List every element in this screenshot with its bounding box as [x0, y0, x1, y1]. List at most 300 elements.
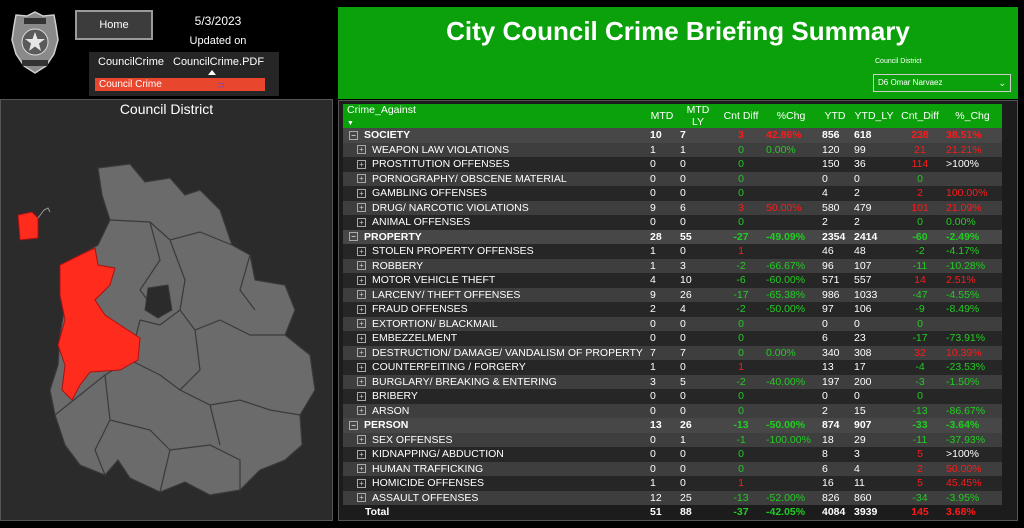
row-label-cell: [343, 447, 647, 462]
row-label: SEX OFFENSES: [372, 433, 453, 446]
expand-icon[interactable]: +: [357, 305, 366, 314]
mtd-ly-cell: 1: [677, 433, 719, 448]
table-total-row[interactable]: [343, 505, 1002, 520]
cnt-diff-cell: 0: [719, 215, 763, 230]
cnt-diff-cell: 0: [719, 157, 763, 172]
pct-chg-cell: 50.00%: [763, 201, 819, 216]
map-title: Council District: [119, 101, 214, 117]
mtd-cell: 0: [647, 462, 677, 477]
mtd-cell: 28: [647, 230, 677, 245]
ytd-cell: 150: [819, 157, 851, 172]
cnt-diff-cell: 0: [719, 389, 763, 404]
ytd-ly-cell: 2: [851, 215, 897, 230]
mtd-ly-cell: 25: [677, 491, 719, 506]
pct-chg-cell: [763, 389, 819, 404]
cnt-diff-ytd-cell: 5: [897, 447, 943, 462]
ytd-cell: 0: [819, 317, 851, 332]
ytd-cell: 571: [819, 273, 851, 288]
table-row[interactable]: [343, 360, 1002, 375]
pct-chg-cell: -42.05%: [763, 505, 819, 520]
mtd-ly-cell: 0: [677, 476, 719, 491]
row-label-cell: [343, 143, 647, 158]
row-label: DRUG/ NARCOTIC VIOLATIONS: [372, 201, 529, 214]
row-label-cell: [343, 331, 647, 346]
cnt-diff-cell: -2: [719, 302, 763, 317]
cnt-diff-cell: -2: [719, 259, 763, 274]
table-body: [343, 128, 1002, 520]
cnt-diff-ytd-cell: 2: [897, 462, 943, 477]
link-icon: ⊃: [217, 80, 225, 90]
row-label: BRIBERY: [372, 390, 418, 403]
col-header-cnt-diff[interactable]: Cnt Diff: [719, 104, 763, 128]
table-row[interactable]: [343, 375, 1002, 390]
table-row[interactable]: [343, 317, 1002, 332]
table-row[interactable]: [343, 346, 1002, 361]
ytd-ly-cell: 557: [851, 273, 897, 288]
cnt-diff-cell: -13: [719, 418, 763, 433]
pct-chg-cell: -65.38%: [763, 288, 819, 303]
ytd-ly-cell: 3: [851, 447, 897, 462]
pct-chg-ytd-cell: 21.09%: [943, 201, 1002, 216]
table-row[interactable]: [343, 491, 1002, 506]
table-row[interactable]: [343, 462, 1002, 477]
ytd-cell: 2354: [819, 230, 851, 245]
pct-chg-ytd-cell: -23.53%: [943, 360, 1002, 375]
row-label: HOMICIDE OFFENSES: [372, 477, 485, 490]
pct-chg-cell: -100.00%: [763, 433, 819, 448]
expand-icon[interactable]: +: [357, 450, 366, 459]
pct-chg-cell: [763, 360, 819, 375]
row-label-cell: [343, 317, 647, 332]
sort-down-icon: ▼: [347, 120, 354, 127]
row-label-cell: [343, 360, 647, 375]
selected-report-label: Council Crime: [99, 79, 162, 90]
cnt-diff-cell: 0: [719, 143, 763, 158]
row-label: FRAUD OFFENSES: [372, 303, 468, 316]
ytd-cell: 580: [819, 201, 851, 216]
row-label-cell: [343, 491, 647, 506]
row-label: ROBBERY: [372, 259, 424, 272]
ytd-ly-cell: 17: [851, 360, 897, 375]
pct-chg-ytd-cell: -37.93%: [943, 433, 1002, 448]
row-label: EXTORTION/ BLACKMAIL: [372, 317, 498, 330]
report-date: 5/3/2023: [194, 14, 242, 28]
row-label: PROSTITUTION OFFENSES: [372, 158, 510, 171]
table-group-row[interactable]: [343, 230, 1002, 245]
cnt-diff-cell: -6: [719, 273, 763, 288]
table-row[interactable]: [343, 244, 1002, 259]
mtd-cell: 1: [647, 143, 677, 158]
cnt-diff-cell: 0: [719, 331, 763, 346]
mtd-ly-cell: 88: [677, 505, 719, 520]
table-header-row: [343, 104, 1002, 128]
row-label: ARSON: [372, 404, 410, 417]
cnt-diff-ytd-cell: 114: [897, 157, 943, 172]
mtd-ly-cell: 55: [677, 230, 719, 245]
expand-icon[interactable]: +: [357, 464, 366, 473]
pct-chg-cell: 42.86%: [763, 128, 819, 143]
row-label: ANIMAL OFFENSES: [372, 216, 471, 229]
ytd-cell: 6: [819, 331, 851, 346]
mtd-cell: 2: [647, 302, 677, 317]
ytd-ly-cell: 618: [851, 128, 897, 143]
ytd-cell: 18: [819, 433, 851, 448]
mtd-ly-cell: 0: [677, 389, 719, 404]
active-tab-caret-icon: [208, 70, 216, 75]
col-header-ytd[interactable]: YTD: [819, 104, 851, 128]
table-row[interactable]: [343, 273, 1002, 288]
district-dropdown-value: D6 Omar Narvaez: [878, 78, 943, 87]
mtd-cell: 3: [647, 375, 677, 390]
mtd-cell: 0: [647, 433, 677, 448]
pct-chg-cell: 0.00%: [763, 143, 819, 158]
mtd-cell: 12: [647, 491, 677, 506]
police-badge-logo: [10, 10, 60, 76]
district-filter-label: Council District: [875, 58, 922, 65]
cnt-diff-ytd-cell: 2: [897, 186, 943, 201]
col-header-mtd[interactable]: MTD: [647, 104, 677, 128]
ytd-ly-cell: 15: [851, 404, 897, 419]
row-label-cell: [343, 404, 647, 419]
row-label-cell: [343, 201, 647, 216]
col-header-pct-chg[interactable]: %Chg: [763, 104, 819, 128]
row-label-cell: [343, 128, 647, 143]
table-row[interactable]: [343, 288, 1002, 303]
cnt-diff-ytd-cell: -60: [897, 230, 943, 245]
ytd-cell: 4084: [819, 505, 851, 520]
mtd-cell: 1: [647, 360, 677, 375]
mtd-cell: 1: [647, 259, 677, 274]
pct-chg-cell: [763, 476, 819, 491]
expand-icon[interactable]: +: [357, 392, 366, 401]
row-label-cell: [343, 462, 647, 477]
pct-chg-ytd-cell: >100%: [943, 447, 1002, 462]
tab-councilcrime[interactable]: CouncilCrime: [98, 56, 165, 68]
cnt-diff-cell: -27: [719, 230, 763, 245]
row-label-cell: [343, 288, 647, 303]
cnt-diff-ytd-cell: -13: [897, 404, 943, 419]
mtd-cell: 13: [647, 418, 677, 433]
ytd-ly-cell: 4: [851, 462, 897, 477]
table-row[interactable]: [343, 433, 1002, 448]
row-label: Total: [365, 506, 390, 519]
mtd-cell: 51: [647, 505, 677, 520]
ytd-ly-cell: 23: [851, 331, 897, 346]
updated-label: Updated on: [189, 35, 247, 47]
ytd-cell: 874: [819, 418, 851, 433]
cnt-diff-cell: 1: [719, 476, 763, 491]
ytd-ly-cell: 2: [851, 186, 897, 201]
row-label-cell: [343, 418, 647, 433]
pct-chg-ytd-cell: -73.91%: [943, 331, 1002, 346]
col-header-mtd-ly[interactable]: MTD LY: [677, 104, 719, 128]
cnt-diff-cell: 0: [719, 172, 763, 187]
expand-icon[interactable]: +: [357, 189, 366, 198]
row-label-cell: [343, 186, 647, 201]
ytd-cell: 6: [819, 462, 851, 477]
table-row[interactable]: [343, 172, 1002, 187]
mtd-ly-cell: 0: [677, 215, 719, 230]
expand-icon[interactable]: +: [357, 319, 366, 328]
mtd-ly-cell: 6: [677, 201, 719, 216]
page-title: City Council Crime Briefing Summary: [446, 16, 910, 46]
row-label: SOCIETY: [364, 129, 411, 142]
pct-chg-ytd-cell: >100%: [943, 157, 1002, 172]
ytd-cell: 46: [819, 244, 851, 259]
row-label-cell: [343, 244, 647, 259]
pct-chg-ytd-cell: 21.21%: [943, 143, 1002, 158]
row-label-cell: [343, 433, 647, 448]
crime-matrix-table: [343, 104, 1002, 520]
row-label-cell: [343, 346, 647, 361]
pct-chg-cell: 0.00%: [763, 346, 819, 361]
cnt-diff-ytd-cell: 101: [897, 201, 943, 216]
ytd-ly-cell: 1033: [851, 288, 897, 303]
expand-icon[interactable]: +: [357, 377, 366, 386]
cnt-diff-ytd-cell: -11: [897, 433, 943, 448]
row-label: MOTOR VEHICLE THEFT: [372, 274, 496, 287]
row-label-cell: [343, 273, 647, 288]
table-row[interactable]: [343, 201, 1002, 216]
pct-chg-ytd-cell: -10.28%: [943, 259, 1002, 274]
table-group-row[interactable]: [343, 418, 1002, 433]
cnt-diff-ytd-cell: -17: [897, 331, 943, 346]
pct-chg-ytd-cell: -4.17%: [943, 244, 1002, 259]
ytd-ly-cell: 107: [851, 259, 897, 274]
ytd-ly-cell: 0: [851, 317, 897, 332]
ytd-cell: 16: [819, 476, 851, 491]
row-label: BURGLARY/ BREAKING & ENTERING: [372, 375, 557, 388]
pct-chg-cell: [763, 172, 819, 187]
mtd-cell: 4: [647, 273, 677, 288]
expand-icon[interactable]: +: [357, 174, 366, 183]
home-button[interactable]: Home: [75, 10, 153, 40]
cnt-diff-ytd-cell: 0: [897, 389, 943, 404]
cnt-diff-ytd-cell: 145: [897, 505, 943, 520]
expand-icon[interactable]: +: [357, 247, 366, 256]
mtd-cell: 0: [647, 447, 677, 462]
mtd-cell: 7: [647, 346, 677, 361]
ytd-ly-cell: 200: [851, 375, 897, 390]
cnt-diff-ytd-cell: 32: [897, 346, 943, 361]
table-row[interactable]: [343, 143, 1002, 158]
row-label: PORNOGRAPHY/ OBSCENE MATERIAL: [372, 172, 567, 185]
expand-icon[interactable]: +: [357, 160, 366, 169]
table-row[interactable]: [343, 389, 1002, 404]
expand-icon[interactable]: +: [357, 406, 366, 415]
cnt-diff-cell: -17: [719, 288, 763, 303]
expand-icon[interactable]: +: [357, 261, 366, 270]
table-row[interactable]: [343, 404, 1002, 419]
ytd-ly-cell: 907: [851, 418, 897, 433]
mtd-cell: 1: [647, 476, 677, 491]
ytd-ly-cell: 2414: [851, 230, 897, 245]
cnt-diff-ytd-cell: -47: [897, 288, 943, 303]
mtd-ly-cell: 26: [677, 288, 719, 303]
ytd-ly-cell: 0: [851, 172, 897, 187]
cnt-diff-ytd-cell: 238: [897, 128, 943, 143]
ytd-cell: 826: [819, 491, 851, 506]
table-row[interactable]: [343, 186, 1002, 201]
expand-icon[interactable]: +: [357, 218, 366, 227]
pct-chg-ytd-cell: 0.00%: [943, 215, 1002, 230]
chevron-down-icon: ⌄: [998, 78, 1006, 88]
mtd-cell: 0: [647, 172, 677, 187]
cnt-diff-cell: -2: [719, 375, 763, 390]
cnt-diff-cell: -13: [719, 491, 763, 506]
row-label: DESTRUCTION/ DAMAGE/ VANDALISM OF PROPERTY: [372, 346, 643, 359]
cnt-diff-ytd-cell: 0: [897, 215, 943, 230]
row-label: PERSON: [364, 419, 409, 432]
cnt-diff-ytd-cell: -3: [897, 375, 943, 390]
table-row[interactable]: [343, 259, 1002, 274]
mtd-cell: 1: [647, 244, 677, 259]
mtd-ly-cell: 3: [677, 259, 719, 274]
expand-icon[interactable]: +: [357, 334, 366, 343]
row-label-cell: [343, 505, 647, 520]
pct-chg-ytd-cell: -2.49%: [943, 230, 1002, 245]
mtd-cell: 0: [647, 389, 677, 404]
table-row[interactable]: [343, 157, 1002, 172]
ytd-cell: 13: [819, 360, 851, 375]
collapse-icon[interactable]: −: [349, 421, 358, 430]
collapse-icon[interactable]: −: [349, 131, 358, 140]
row-label: KIDNAPPING/ ABDUCTION: [372, 448, 504, 461]
expand-icon[interactable]: +: [357, 203, 366, 212]
cnt-diff-ytd-cell: -34: [897, 491, 943, 506]
tab-councilcrime-pdf[interactable]: CouncilCrime.PDF: [173, 56, 265, 68]
ytd-ly-cell: 106: [851, 302, 897, 317]
cnt-diff-ytd-cell: 0: [897, 172, 943, 187]
cnt-diff-cell: 3: [719, 201, 763, 216]
ytd-cell: 340: [819, 346, 851, 361]
selected-report-item[interactable]: [95, 78, 265, 91]
ytd-ly-cell: 308: [851, 346, 897, 361]
ytd-cell: 2: [819, 215, 851, 230]
ytd-cell: 8: [819, 447, 851, 462]
district-dropdown[interactable]: [873, 74, 1011, 92]
expand-icon[interactable]: +: [357, 145, 366, 154]
col-header-ytd-ly[interactable]: YTD_LY: [851, 104, 897, 128]
mtd-ly-cell: 0: [677, 360, 719, 375]
mtd-ly-cell: 1: [677, 143, 719, 158]
pct-chg-cell: -66.67%: [763, 259, 819, 274]
row-label: HUMAN TRAFFICKING: [372, 462, 484, 475]
table-row[interactable]: [343, 447, 1002, 462]
mtd-cell: 0: [647, 404, 677, 419]
expand-icon[interactable]: +: [357, 363, 366, 372]
row-label: LARCENY/ THEFT OFFENSES: [372, 288, 521, 301]
row-label-cell: [343, 157, 647, 172]
row-label: EMBEZZELMENT: [372, 332, 458, 345]
mtd-ly-cell: 0: [677, 331, 719, 346]
table-row[interactable]: [343, 215, 1002, 230]
expand-icon[interactable]: +: [357, 276, 366, 285]
ytd-ly-cell: 99: [851, 143, 897, 158]
expand-icon[interactable]: +: [357, 479, 366, 488]
cnt-diff-cell: 1: [719, 244, 763, 259]
pct-chg-cell: -50.00%: [763, 418, 819, 433]
table-row[interactable]: [343, 331, 1002, 346]
pct-chg-cell: [763, 157, 819, 172]
cnt-diff-ytd-cell: 21: [897, 143, 943, 158]
mtd-cell: 0: [647, 317, 677, 332]
ytd-ly-cell: 36: [851, 157, 897, 172]
mtd-ly-cell: 0: [677, 404, 719, 419]
pct-chg-ytd-cell: -1.50%: [943, 375, 1002, 390]
ytd-ly-cell: 3939: [851, 505, 897, 520]
expand-icon[interactable]: +: [357, 435, 366, 444]
cnt-diff-cell: 0: [719, 186, 763, 201]
pct-chg-cell: [763, 215, 819, 230]
pct-chg-cell: -49.09%: [763, 230, 819, 245]
pct-chg-ytd-cell: -3.95%: [943, 491, 1002, 506]
table-group-row[interactable]: [343, 128, 1002, 143]
col-header-crime-against[interactable]: Crime_Against ▼: [343, 104, 647, 128]
pct-chg-cell: [763, 186, 819, 201]
row-label: COUNTERFEITING / FORGERY: [372, 361, 526, 374]
row-label-cell: [343, 172, 647, 187]
district-d6-exclave[interactable]: [18, 212, 38, 240]
ytd-cell: 197: [819, 375, 851, 390]
mtd-ly-cell: 0: [677, 462, 719, 477]
col-header-pct-chg-ytd[interactable]: %_Chg: [943, 104, 1002, 128]
row-label-cell: [343, 375, 647, 390]
mtd-cell: 0: [647, 331, 677, 346]
row-label-cell: [343, 215, 647, 230]
mtd-ly-cell: 7: [677, 128, 719, 143]
table-row[interactable]: [343, 302, 1002, 317]
mtd-ly-cell: 0: [677, 172, 719, 187]
table-row[interactable]: [343, 476, 1002, 491]
pct-chg-ytd-cell: [943, 317, 1002, 332]
ytd-ly-cell: 479: [851, 201, 897, 216]
ytd-ly-cell: 11: [851, 476, 897, 491]
expand-icon[interactable]: +: [357, 290, 366, 299]
cnt-diff-cell: 3: [719, 128, 763, 143]
pct-chg-cell: -60.00%: [763, 273, 819, 288]
cnt-diff-ytd-cell: -2: [897, 244, 943, 259]
mtd-cell: 10: [647, 128, 677, 143]
pct-chg-ytd-cell: 50.00%: [943, 462, 1002, 477]
mtd-cell: 0: [647, 157, 677, 172]
cnt-diff-cell: 0: [719, 462, 763, 477]
row-label-cell: [343, 302, 647, 317]
mtd-cell: 0: [647, 186, 677, 201]
mtd-ly-cell: 26: [677, 418, 719, 433]
ytd-cell: 2: [819, 404, 851, 419]
mtd-ly-cell: 0: [677, 447, 719, 462]
expand-icon[interactable]: +: [357, 493, 366, 502]
expand-icon[interactable]: +: [357, 348, 366, 357]
collapse-icon[interactable]: −: [349, 232, 358, 241]
col-header-cnt-diff-ytd[interactable]: Cnt_Diff: [897, 104, 943, 128]
pct-chg-cell: [763, 244, 819, 259]
cnt-diff-ytd-cell: -4: [897, 360, 943, 375]
mtd-ly-cell: 10: [677, 273, 719, 288]
mtd-cell: 0: [647, 215, 677, 230]
council-district-map[interactable]: [10, 160, 325, 515]
mtd-cell: 9: [647, 201, 677, 216]
pct-chg-cell: [763, 317, 819, 332]
row-label-cell: [343, 230, 647, 245]
cnt-diff-ytd-cell: 5: [897, 476, 943, 491]
pct-chg-ytd-cell: [943, 172, 1002, 187]
row-label: GAMBLING OFFENSES: [372, 187, 487, 200]
mtd-ly-cell: 5: [677, 375, 719, 390]
row-label-cell: [343, 389, 647, 404]
cnt-diff-ytd-cell: -33: [897, 418, 943, 433]
